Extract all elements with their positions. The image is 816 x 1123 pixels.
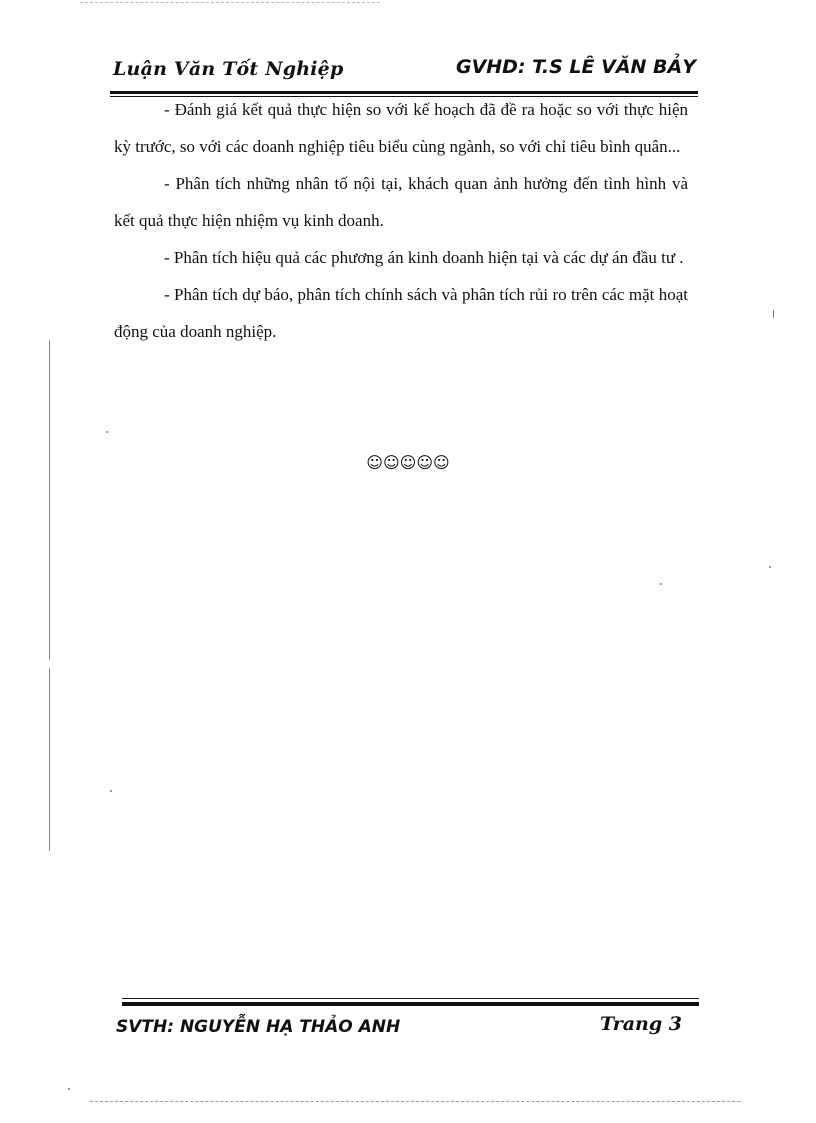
paragraph: - Phân tích hiệu quả các phương án kinh doanh hiện tại và các dự án đầu tư .	[164, 248, 684, 267]
advisor-name: GVHD: T.S LÊ VĂN BẢY	[455, 56, 696, 78]
page-header	[113, 54, 696, 94]
scan-margin-line	[49, 668, 50, 851]
scan-speck	[68, 1088, 70, 1090]
scan-artifact-bottom	[90, 1101, 740, 1104]
paragraph: - Phân tích dự báo, phân tích chính sách và phân tích rủi ro trên các mặt hoạt động của doanh nghiệp.	[114, 285, 688, 341]
student-name: SVTH: NGUYỄN HẠ THẢO ANH	[116, 1017, 401, 1037]
footer-divider	[122, 1002, 699, 1006]
smiley-separator: ☺☺☺☺☺	[366, 453, 450, 472]
paragraph: - Đánh giá kết quả thực hiện so với kế hoạch đã đề ra hoặc so với thực hiện kỳ trước, so với các doanh nghiệp tiêu biểu cùng ngành, so với chỉ tiêu bình quân...	[114, 100, 688, 156]
scan-artifact-top	[80, 2, 380, 5]
page-number: Trang 3	[599, 1013, 682, 1035]
scan-speck	[660, 583, 662, 585]
scan-speck	[110, 790, 112, 792]
scan-margin-line	[49, 340, 50, 660]
footer-divider-thin	[122, 998, 699, 999]
paragraph: - Phân tích những nhân tố nội tại, khách quan ảnh hưởng đến tình hình và kết quả thực hiện nhiệm vụ kinh doanh.	[114, 174, 688, 230]
thesis-title: Luận Văn Tốt Nghiệp	[113, 58, 344, 80]
scan-speck	[106, 431, 108, 433]
scan-speck	[769, 566, 771, 568]
scan-speck	[773, 310, 774, 318]
body-text	[114, 91, 688, 350]
